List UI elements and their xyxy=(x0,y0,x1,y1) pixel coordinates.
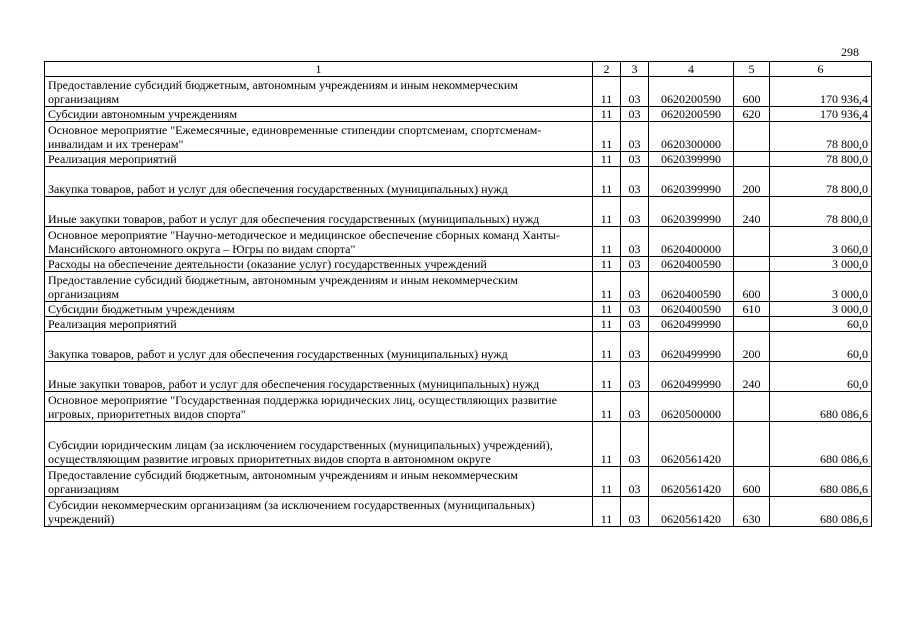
row-subsection: 03 xyxy=(621,197,649,227)
table-row xyxy=(45,317,872,332)
row-name: Реализация мероприятий xyxy=(45,152,593,167)
row-section: 11 xyxy=(593,197,621,227)
row-subsection: 03 xyxy=(621,257,649,272)
row-target-article: 0620561420 xyxy=(649,422,734,467)
row-amount: 60,0 xyxy=(770,317,872,332)
row-amount: 3 000,0 xyxy=(770,257,872,272)
row-subsection: 03 xyxy=(621,272,649,302)
row-name: Предоставление субсидий бюджетным, автономным учреждениям и иным некоммерческим организациям xyxy=(45,467,593,497)
row-amount: 78 800,0 xyxy=(770,152,872,167)
page-number: 298 xyxy=(841,45,859,59)
table-row xyxy=(45,197,872,227)
row-amount: 78 800,0 xyxy=(770,167,872,197)
row-expense-type: 600 xyxy=(734,77,770,107)
row-expense-type xyxy=(734,257,770,272)
row-name: Основное мероприятие "Ежемесячные, единовременные стипендии спортсменам, спортсменам-инвалидам и их тренерам" xyxy=(45,122,593,152)
row-target-article: 0620300000 xyxy=(649,122,734,152)
row-name: Предоставление субсидий бюджетным, автономным учреждениям и иным некоммерческим организациям xyxy=(45,77,593,107)
row-name: Субсидии некоммерческим организациям (за исключением государственных (муниципальных) учреждений) xyxy=(45,497,593,527)
row-target-article: 0620400590 xyxy=(649,302,734,317)
row-section: 11 xyxy=(593,362,621,392)
table-row xyxy=(45,122,872,152)
row-target-article: 0620400590 xyxy=(649,272,734,302)
row-subsection: 03 xyxy=(621,77,649,107)
row-subsection: 03 xyxy=(621,497,649,527)
row-expense-type xyxy=(734,122,770,152)
row-amount: 3 060,0 xyxy=(770,227,872,257)
row-target-article: 0620561420 xyxy=(649,497,734,527)
table-row xyxy=(45,107,872,122)
row-name: Иные закупки товаров, работ и услуг для обеспечения государственных (муниципальных) нужд xyxy=(45,362,593,392)
row-expense-type xyxy=(734,227,770,257)
row-expense-type: 600 xyxy=(734,272,770,302)
header-row xyxy=(45,62,872,77)
row-subsection: 03 xyxy=(621,422,649,467)
row-expense-type xyxy=(734,422,770,467)
row-section: 11 xyxy=(593,122,621,152)
row-name: Основное мероприятие "Государственная поддержка юридических лиц, осуществляющих развитие игровых, приоритетных видов спорта" xyxy=(45,392,593,422)
table-row xyxy=(45,257,872,272)
table-row xyxy=(45,422,872,467)
table-row xyxy=(45,467,872,497)
row-expense-type: 240 xyxy=(734,362,770,392)
table-row xyxy=(45,392,872,422)
row-section: 11 xyxy=(593,227,621,257)
row-amount: 60,0 xyxy=(770,332,872,362)
row-amount: 680 086,6 xyxy=(770,392,872,422)
table-row xyxy=(45,497,872,527)
row-subsection: 03 xyxy=(621,362,649,392)
row-amount: 170 936,4 xyxy=(770,107,872,122)
row-amount: 680 086,6 xyxy=(770,497,872,527)
header-cell-amount: 6 xyxy=(770,62,872,77)
row-target-article: 0620500000 xyxy=(649,392,734,422)
table-row xyxy=(45,332,872,362)
row-expense-type: 200 xyxy=(734,167,770,197)
row-amount: 3 000,0 xyxy=(770,272,872,302)
row-expense-type: 240 xyxy=(734,197,770,227)
row-section: 11 xyxy=(593,107,621,122)
row-name: Предоставление субсидий бюджетным, автономным учреждениям и иным некоммерческим организациям xyxy=(45,272,593,302)
row-expense-type: 610 xyxy=(734,302,770,317)
table-row xyxy=(45,152,872,167)
row-subsection: 03 xyxy=(621,392,649,422)
row-name: Закупка товаров, работ и услуг для обеспечения государственных (муниципальных) нужд xyxy=(45,332,593,362)
row-section: 11 xyxy=(593,317,621,332)
row-subsection: 03 xyxy=(621,107,649,122)
row-target-article: 0620200590 xyxy=(649,107,734,122)
row-subsection: 03 xyxy=(621,152,649,167)
row-expense-type: 600 xyxy=(734,467,770,497)
row-section: 11 xyxy=(593,77,621,107)
table-row xyxy=(45,227,872,257)
row-amount: 170 936,4 xyxy=(770,77,872,107)
budget-table xyxy=(44,61,872,527)
row-target-article: 0620399990 xyxy=(649,152,734,167)
header-cell-section: 2 xyxy=(593,62,621,77)
row-subsection: 03 xyxy=(621,227,649,257)
row-target-article: 0620561420 xyxy=(649,467,734,497)
table-row xyxy=(45,302,872,317)
row-name: Иные закупки товаров, работ и услуг для обеспечения государственных (муниципальных) нужд xyxy=(45,197,593,227)
row-amount: 3 000,0 xyxy=(770,302,872,317)
row-name: Субсидии юридическим лицам (за исключением государственных (муниципальных) учреждений), осуществляющим развитие игровых приоритетных видов спорта в автономном округе xyxy=(45,422,593,467)
row-section: 11 xyxy=(593,257,621,272)
row-amount: 680 086,6 xyxy=(770,467,872,497)
table-row xyxy=(45,77,872,107)
row-section: 11 xyxy=(593,467,621,497)
row-subsection: 03 xyxy=(621,302,649,317)
row-amount: 60,0 xyxy=(770,362,872,392)
row-expense-type xyxy=(734,152,770,167)
row-subsection: 03 xyxy=(621,122,649,152)
row-name: Реализация мероприятий xyxy=(45,317,593,332)
row-target-article: 0620499990 xyxy=(649,362,734,392)
table-body xyxy=(45,62,872,527)
row-amount: 78 800,0 xyxy=(770,122,872,152)
row-name: Закупка товаров, работ и услуг для обеспечения государственных (муниципальных) нужд xyxy=(45,167,593,197)
row-amount: 680 086,6 xyxy=(770,422,872,467)
row-section: 11 xyxy=(593,422,621,467)
row-target-article: 0620499990 xyxy=(649,317,734,332)
row-expense-type: 200 xyxy=(734,332,770,362)
row-target-article: 0620400590 xyxy=(649,257,734,272)
row-section: 11 xyxy=(593,497,621,527)
row-amount: 78 800,0 xyxy=(770,197,872,227)
row-section: 11 xyxy=(593,332,621,362)
row-name: Расходы на обеспечение деятельности (оказание услуг) государственных учреждений xyxy=(45,257,593,272)
row-section: 11 xyxy=(593,392,621,422)
row-expense-type: 620 xyxy=(734,107,770,122)
table-row xyxy=(45,167,872,197)
header-cell-name: 1 xyxy=(45,62,593,77)
row-subsection: 03 xyxy=(621,317,649,332)
row-subsection: 03 xyxy=(621,332,649,362)
row-section: 11 xyxy=(593,152,621,167)
row-target-article: 0620499990 xyxy=(649,332,734,362)
row-expense-type xyxy=(734,392,770,422)
row-name: Субсидии бюджетным учреждениям xyxy=(45,302,593,317)
row-target-article: 0620399990 xyxy=(649,197,734,227)
row-section: 11 xyxy=(593,167,621,197)
row-expense-type xyxy=(734,317,770,332)
header-cell-expense-type: 5 xyxy=(734,62,770,77)
row-expense-type: 630 xyxy=(734,497,770,527)
row-section: 11 xyxy=(593,302,621,317)
table-row xyxy=(45,272,872,302)
row-section: 11 xyxy=(593,272,621,302)
row-subsection: 03 xyxy=(621,167,649,197)
row-target-article: 0620399990 xyxy=(649,167,734,197)
table-row xyxy=(45,362,872,392)
row-name: Субсидии автономным учреждениям xyxy=(45,107,593,122)
header-cell-subsection: 3 xyxy=(621,62,649,77)
row-subsection: 03 xyxy=(621,467,649,497)
row-target-article: 0620200590 xyxy=(649,77,734,107)
header-cell-target-article: 4 xyxy=(649,62,734,77)
row-name: Основное мероприятие "Научно-методическое и медицинское обеспечение сборных команд Ханты-Мансийского автономного округа – Югры по видам спорта" xyxy=(45,227,593,257)
row-target-article: 0620400000 xyxy=(649,227,734,257)
